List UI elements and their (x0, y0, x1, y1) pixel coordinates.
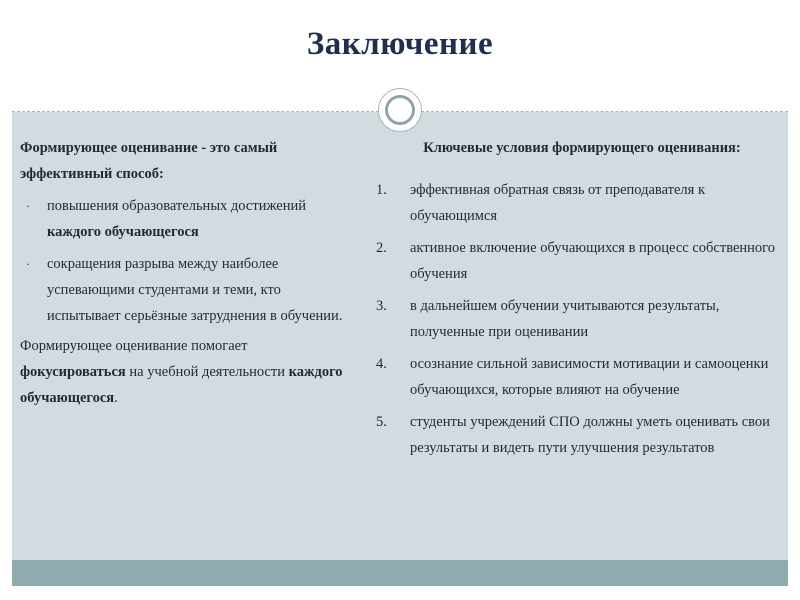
ring-ornament-inner (385, 95, 415, 125)
list-item-text: в дальнейшем обучении учитываются результаты, полученные при оценивании (410, 298, 720, 340)
right-heading: Ключевые условия формирующего оценивания: (423, 140, 741, 156)
bullet-text: сокращения разрыва между наиболее успевающими студентами и теми, кто испытывает серьёзные затруднения в обучении. (47, 256, 343, 324)
slide-title: Заключение (306, 26, 494, 62)
paragraph-part-2: на учебной деятельности (125, 364, 289, 380)
paragraph-bold-1: фокусироваться (20, 364, 126, 380)
list-item-number: 3. (376, 298, 387, 314)
list-item-number: 1. (376, 182, 387, 198)
paragraph-part-1: Формирующее оценивание помогает (20, 338, 248, 354)
left-paragraph (20, 333, 355, 411)
list-item-number: 4. (376, 356, 387, 372)
list-item-number: 2. (376, 240, 387, 256)
list-item (372, 177, 782, 229)
list-item-text: эффективная обратная связь от преподавателя к обучающимся (410, 182, 705, 224)
right-column (372, 135, 782, 461)
ring-ornament-icon (378, 88, 422, 132)
bullet-text-bold: каждого обучающегося (47, 224, 199, 240)
list-item-number: 5. (376, 414, 387, 430)
bullet-marker: · (26, 199, 30, 213)
left-bullet-2 (20, 251, 355, 329)
list-item (372, 351, 782, 403)
paragraph-part-3: . (114, 390, 118, 406)
conditions-list (372, 177, 782, 461)
list-item (372, 293, 782, 345)
list-item-text: активное включение обучающихся в процесс собственного обучения (410, 240, 775, 282)
list-item-text: осознание сильной зависимости мотивации и самооценки обучающихся, которые влияют на обучение (410, 356, 769, 398)
left-column (20, 135, 355, 411)
left-heading: Формирующее оценивание - это самый эффективный способ: (20, 140, 278, 182)
left-bullet-1 (20, 193, 355, 245)
bullet-marker: · (26, 257, 30, 271)
paragraph-bold-2: каждого обучающегося (20, 364, 343, 406)
bullet-text-plain: повышения образовательных достижений (47, 198, 306, 214)
list-item-text: студенты учреждений СПО должны уметь оценивать свои результаты и видеть пути улучшения результатов (410, 414, 770, 456)
list-item (372, 235, 782, 287)
bottom-bar (12, 560, 788, 586)
bullet-text (47, 198, 306, 240)
list-item (372, 409, 782, 461)
